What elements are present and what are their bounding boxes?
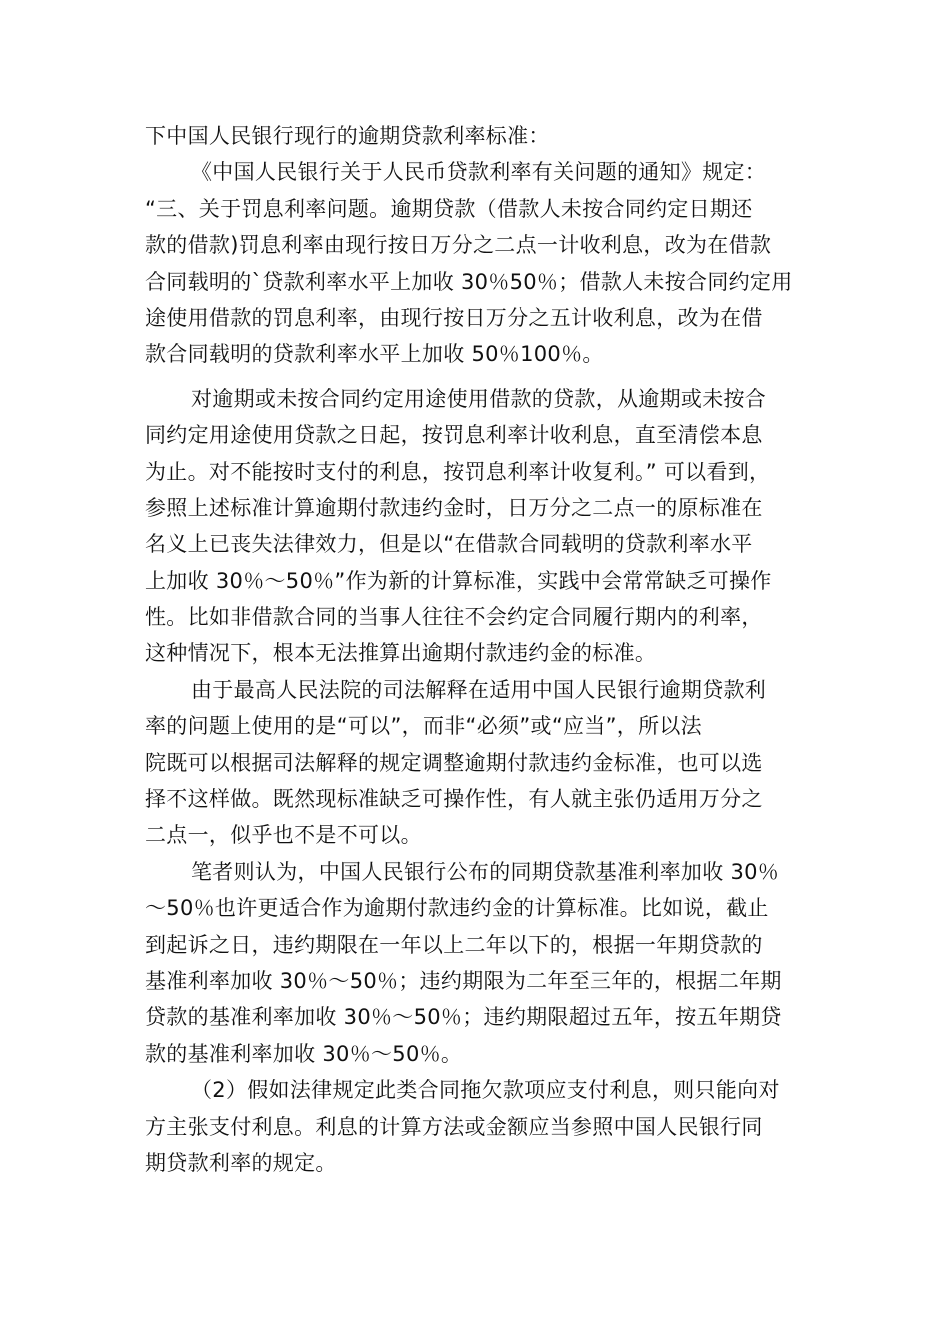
text-line: 期贷款利率的规定。: [145, 1150, 337, 1175]
text-line: 对逾期或未按合同约定用途使用借款的贷款，从逾期或未按合: [191, 386, 767, 411]
text-line: 性。比如非借款合同的当事人往往不会约定合同履行期内的利率，: [145, 605, 763, 630]
text-line: （2）假如法律规定此类合同拖欠款项应支付利息，则只能向对: [191, 1078, 780, 1103]
text-line: 款合同载明的贷款利率水平上加收 50％100％。: [145, 342, 604, 367]
text-line: 笔者则认为，中国人民银行公布的同期贷款基准利率加收 30％: [191, 859, 780, 884]
text-line: 方主张支付利息。利息的计算方法或金额应当参照中国人民银行同: [145, 1114, 763, 1139]
text-line: 为止。对不能按时支付的利息，按罚息利率计收复利。” 可以看到，: [145, 459, 771, 484]
text-line: 合同载明的`贷款利率水平上加收 30％50％；借款人未按合同约定用: [145, 269, 793, 294]
text-line: 择不这样做。既然现标准缺乏可操作性，有人就主张仍适用万分之: [145, 787, 763, 812]
text-line: 《中国人民银行关于人民币贷款利率有关问题的通知》规定：: [191, 160, 767, 185]
text-line: 同约定用途使用贷款之日起，按罚息利率计收利息，直至清偿本息: [145, 423, 763, 448]
text-line: 到起诉之日，违约期限在一年以上二年以下的，根据一年期贷款的: [145, 932, 763, 957]
text-line: 由于最高人民法院的司法解释在适用中国人民银行逾期贷款利: [191, 677, 767, 702]
text-line: 率的问题上使用的是“可以”，而非“必须”或“应当”，所以法: [145, 714, 702, 739]
text-line: 上加收 30％～50％”作为新的计算标准，实践中会常常缺乏可操作: [145, 568, 772, 593]
text-line: 款的借款)罚息利率由现行按日万分之二点一计收利息，改为在借款: [145, 233, 772, 258]
text-line: 款的基准利率加收 30％～50％。: [145, 1041, 463, 1066]
text-line: 贷款的基准利率加收 30％～50％；违约期限超过五年，按五年期贷: [145, 1005, 782, 1030]
text-line: “三、关于罚息利率问题。逾期贷款（借款人未按合同约定日期还: [145, 196, 753, 221]
text-line: 院既可以根据司法解释的规定调整逾期付款违约金标准，也可以选: [145, 750, 763, 775]
text-line: 途使用借款的罚息利率，由现行按日万分之五计收利息，改为在借: [145, 305, 763, 330]
text-line: 二点一，似乎也不是不可以。: [145, 823, 422, 848]
document-body: [145, 118, 825, 1181]
text-line: 基准利率加收 30％～50％；违约期限为二年至三年的，根据二年期: [145, 968, 782, 993]
text-line: ～50％也许更适合作为逾期付款违约金的计算标准。比如说，截止: [145, 896, 769, 921]
text-line: 名义上已丧失法律效力，但是以“在借款合同载明的贷款利率水平: [145, 532, 753, 557]
text-line: 参照上述标准计算逾期付款违约金时，日万分之二点一的原标准在: [145, 495, 763, 520]
text-line: 这种情况下，根本无法推算出逾期付款违约金的标准。: [145, 641, 657, 666]
text-line: 下中国人民银行现行的逾期贷款利率标准：: [145, 124, 550, 148]
